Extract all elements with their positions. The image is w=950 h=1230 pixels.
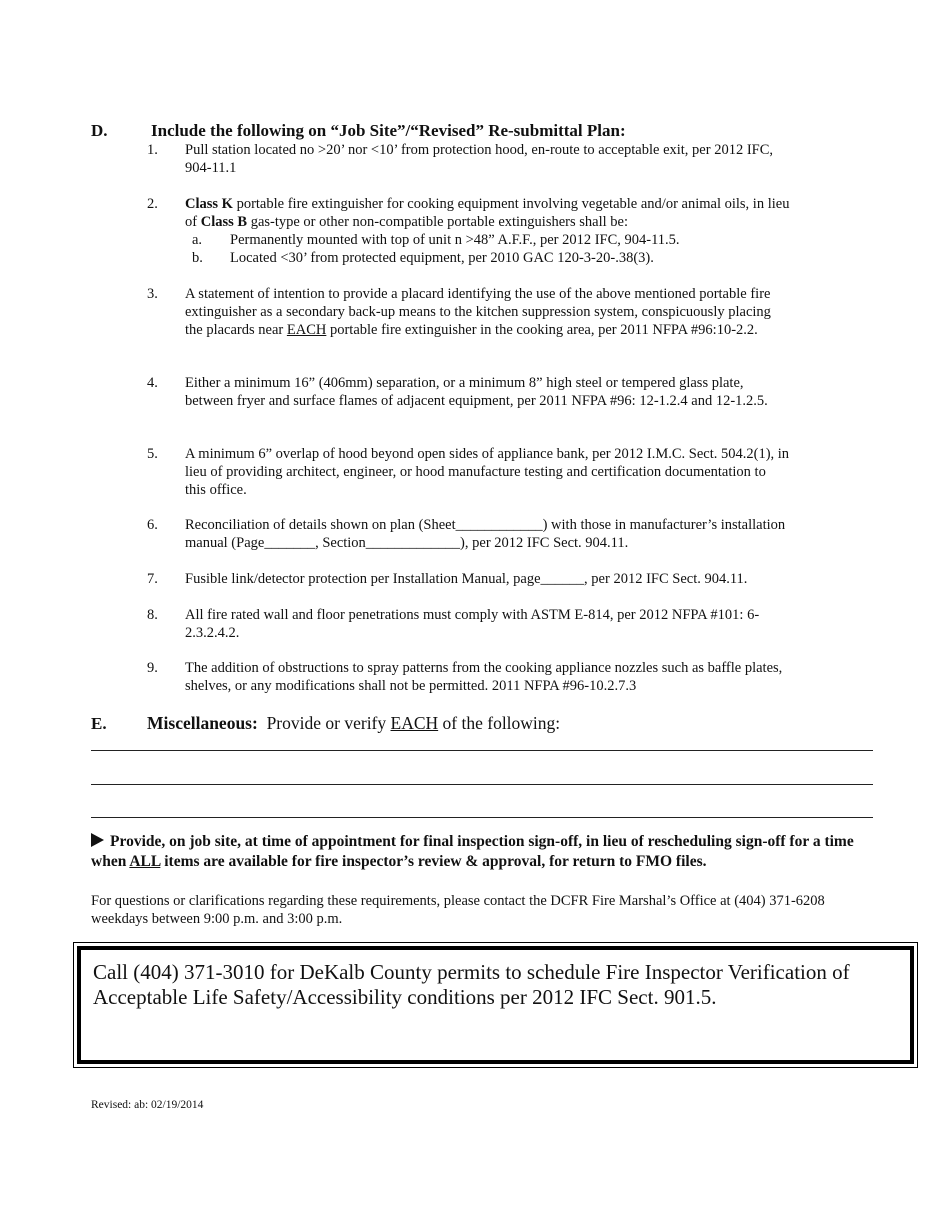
- sub-item-letter: b.: [192, 250, 203, 266]
- class-k-label: Class K: [185, 196, 233, 212]
- sub-item-letter: a.: [192, 232, 203, 248]
- item-text-part: portable fire extinguisher in the cooking area, per 2011 NFPA #96:10-2.2.: [326, 322, 758, 338]
- item-text: Reconciliation of details shown on plan (Sheet____________) with those in manufacturer’s installation manual (Page_______, Section_____________), per 2012 IFC Sect. 904.11.: [185, 517, 786, 551]
- item-text: All fire rated wall and floor penetrations must comply with ASTM E-814, per 2012 NFPA #101: 6-2.3.2.4.2.: [185, 607, 760, 641]
- section-e-letter: E.: [91, 714, 107, 733]
- call-box-text: Call (404) 371-3010 for DeKalb County permits to schedule Fire Inspector Verification of Acceptable Life Safety/Accessibility conditions per 2012 IFC Sect. 901.5.: [93, 960, 850, 1009]
- section-d-letter: D.: [91, 121, 108, 140]
- item-number: 9.: [147, 660, 158, 676]
- blank-line[interactable]: [91, 750, 873, 751]
- call-box-border: [77, 946, 914, 1064]
- section-e-text: of the following:: [438, 713, 561, 733]
- blank-line[interactable]: [91, 784, 873, 785]
- item-text-part: A statement of intention to provide a placard identifying the use of the above mentioned portable fire extinguisher as a secondary back-up means to the kitchen suppression system, conspicuously placing the placards near: [185, 286, 771, 338]
- each-underlined: EACH: [286, 322, 327, 338]
- section-d-title: Include the following on “Job Site”/“Revised” Re-submittal Plan:: [151, 121, 626, 140]
- all-underlined: ALL: [129, 853, 161, 870]
- item-number: 6.: [147, 517, 158, 533]
- item-number: 7.: [147, 571, 158, 587]
- item-number: 5.: [147, 446, 158, 462]
- item-number: 2.: [147, 196, 158, 212]
- job-site-notice: [91, 832, 881, 872]
- item-number: 3.: [147, 286, 158, 302]
- revised-date: Revised: ab: 02/19/2014: [91, 1099, 204, 1111]
- item-number: 8.: [147, 607, 158, 623]
- play-arrow-icon: [91, 833, 104, 847]
- section-e-text: Provide or verify: [257, 713, 391, 733]
- each-underlined: EACH: [390, 713, 439, 733]
- item-text-part: portable fire extinguisher for cooking equipment involving vegetable and/or animal oils, in lieu of: [185, 196, 790, 230]
- item-number: 1.: [147, 142, 158, 158]
- blank-line[interactable]: [91, 817, 873, 818]
- item-text: Either a minimum 16” (406mm) separation, or a minimum 8” high steel or tempered glass plate, between fryer and surface flames of adjacent equipment, per 2011 NFPA #96: 12-1.2.4 and 12-1.2.5.: [185, 375, 768, 409]
- notice-text: items are available for fire inspector’s review & approval, for return to FMO files.: [160, 853, 707, 870]
- call-box: [73, 942, 918, 1068]
- item-text: The addition of obstructions to spray patterns from the cooking appliance nozzles such as baffle plates, shelves, or any modifications shall not be permitted. 2011 NFPA #96-10.2.7.3: [185, 660, 783, 694]
- item-text: Fusible link/detector protection per Installation Manual, page______, per 2012 IFC Sect. 904.11.: [185, 571, 748, 587]
- item-number: 4.: [147, 375, 158, 391]
- item-text: A minimum 6” overlap of hood beyond open sides of appliance bank, per 2012 I.M.C. Sect. 504.2(1), in lieu of providing architect, engineer, or hood manufacture testing and certification documentation to this office.: [185, 446, 790, 498]
- item-text: [185, 195, 790, 231]
- sub-item-text: Located <30’ from protected equipment, per 2010 GAC 120-3-20-.38(3).: [230, 250, 654, 266]
- contact-info: For questions or clarifications regarding these requirements, please contact the DCFR Fire Marshal’s Office at (404) 371-6208 weekdays between 9:00 p.m. and 3:00 p.m.: [91, 893, 825, 927]
- item-text: Pull station located no >20’ nor <10’ from protection hood, en-route to acceptable exit, per 2012 IFC, 904-11.1: [185, 142, 774, 176]
- sub-item-text: Permanently mounted with top of unit n >48” A.F.F., per 2012 IFC, 904-11.5.: [230, 232, 680, 248]
- section-e-title: Miscellaneous:: [147, 713, 258, 733]
- item-text-part: gas-type or other non-compatible portable extinguishers shall be:: [247, 214, 628, 230]
- item-text: [185, 285, 790, 339]
- class-b-label: Class B: [200, 214, 248, 230]
- section-e-heading: [147, 713, 560, 734]
- notice-text: Provide, on job site, at time of appointment for final inspection sign-off, in lieu of rescheduling sign-off for a time when: [91, 833, 854, 870]
